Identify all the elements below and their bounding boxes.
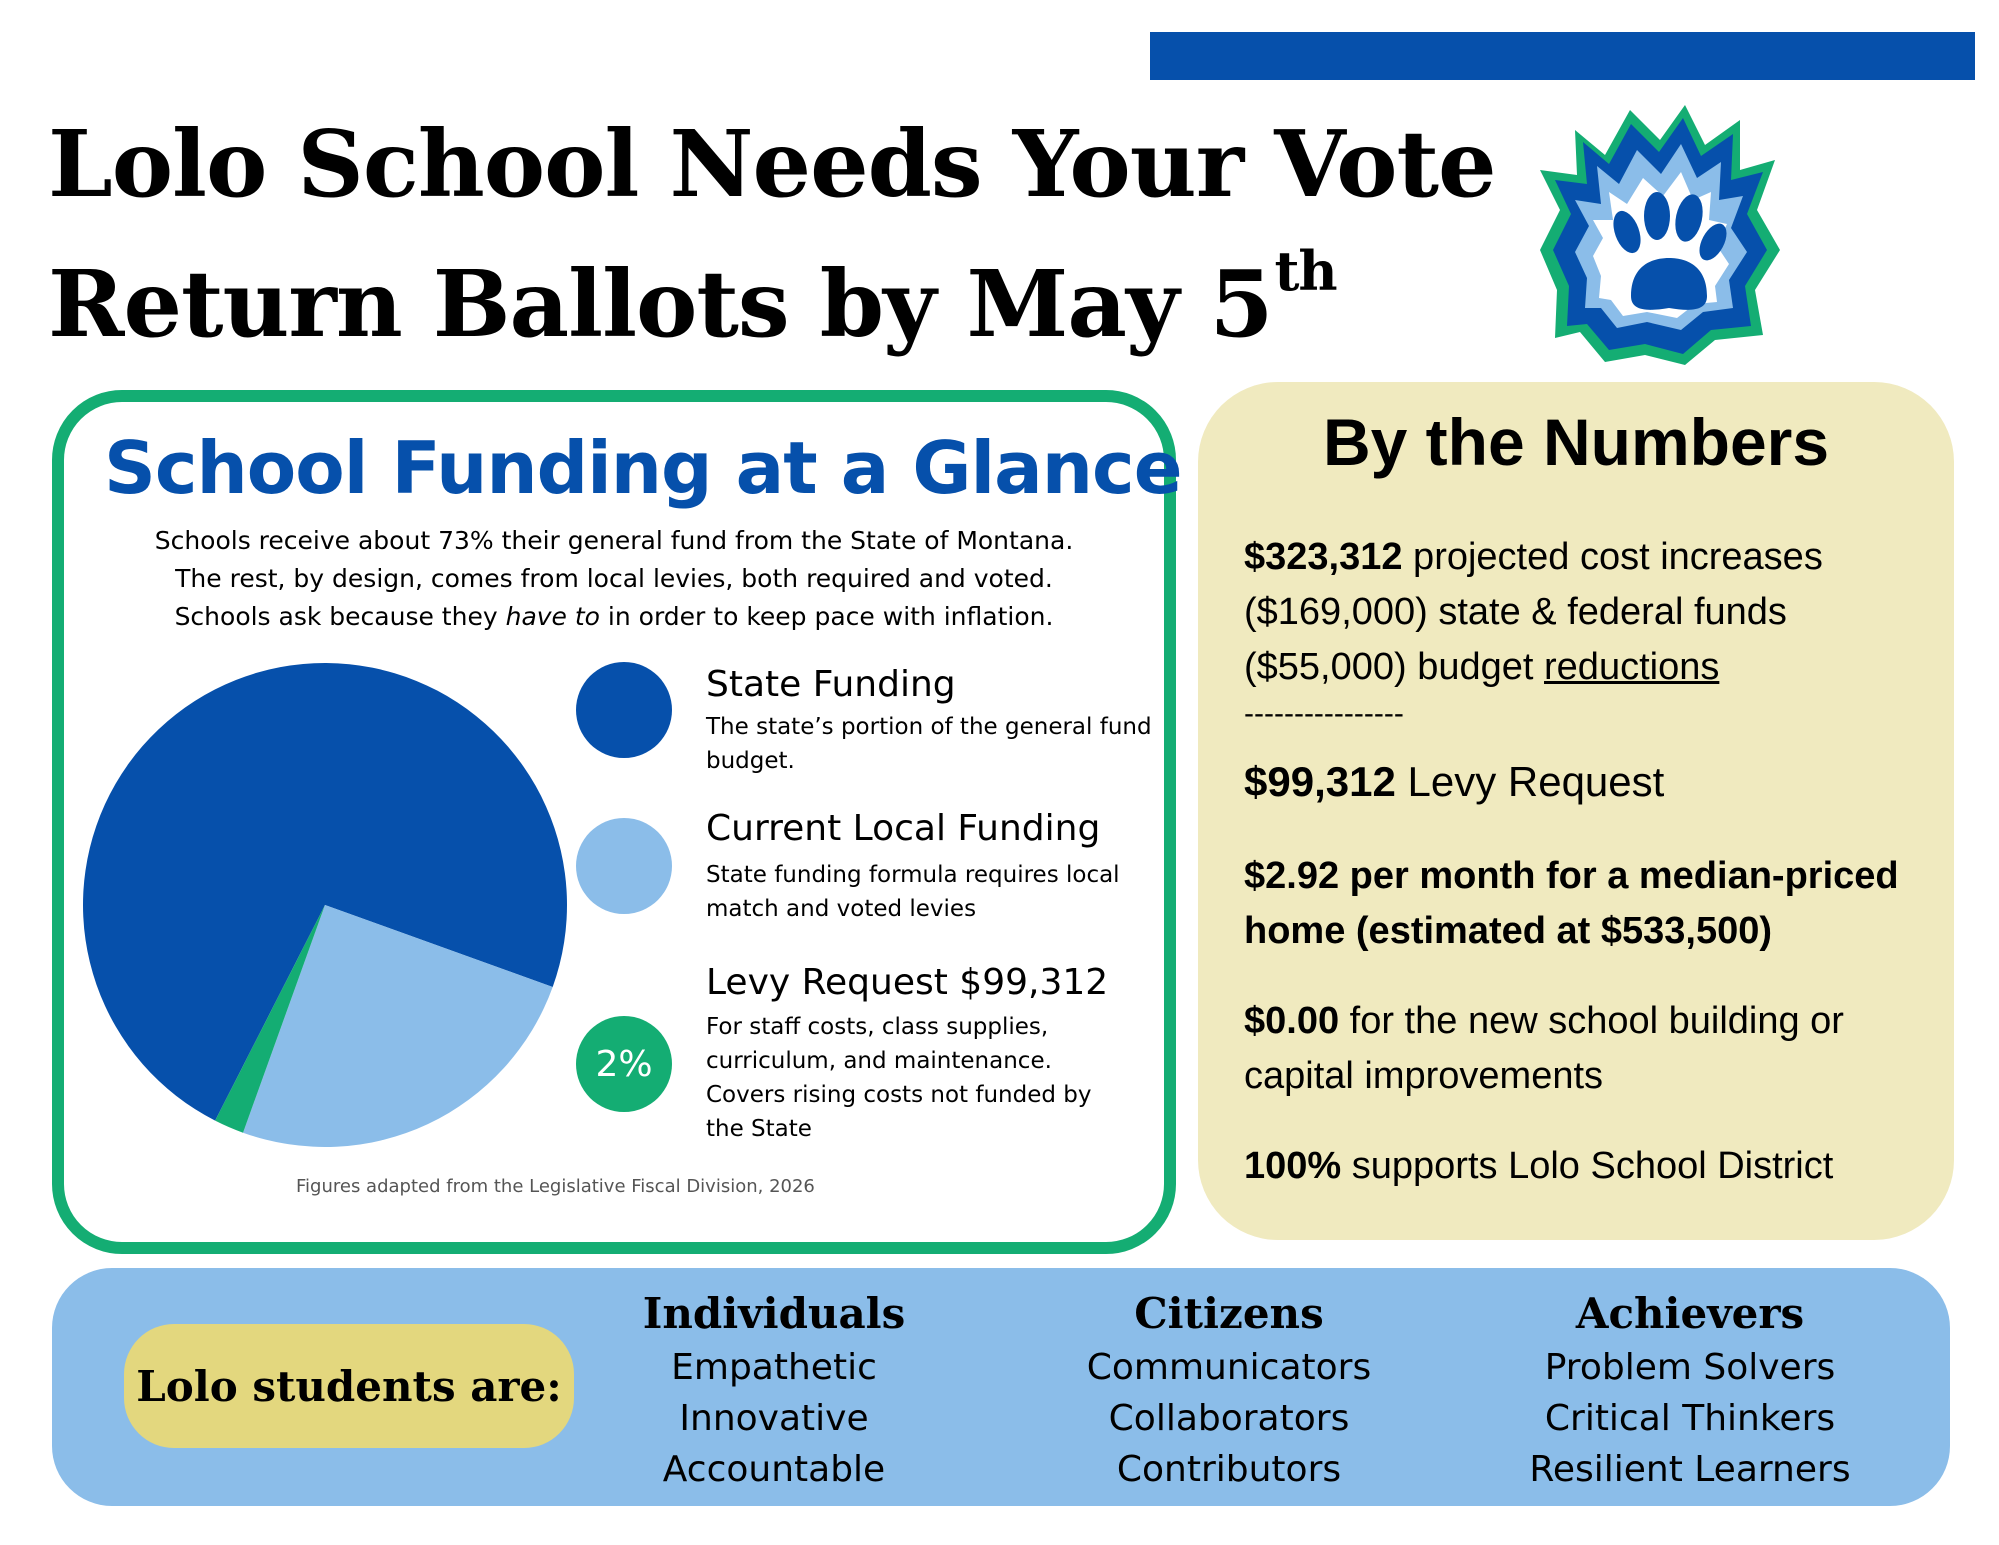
top-accent-bar bbox=[1150, 32, 1975, 80]
funding-title: School Funding at a Glance bbox=[104, 426, 1182, 510]
levy-request-amount: $99,312 bbox=[1244, 758, 1396, 805]
numbers-divider: ---------------- bbox=[1244, 697, 1404, 730]
numbers-levy-request bbox=[1244, 754, 1664, 809]
column-heading: Citizens bbox=[1134, 1289, 1324, 1338]
budget-reductions-text: ($55,000) budget bbox=[1244, 646, 1545, 688]
new-building-text: for the new school building or bbox=[1339, 1000, 1844, 1042]
headline-return-text: Return Ballots by May 5 bbox=[48, 250, 1273, 358]
column-heading: Achievers bbox=[1575, 1289, 1805, 1338]
list-item: Contributors bbox=[1116, 1449, 1342, 1490]
list-item: Communicators bbox=[1086, 1347, 1372, 1388]
supports-percent: 100% bbox=[1244, 1145, 1342, 1187]
numbers-supports-district bbox=[1244, 1139, 1833, 1194]
funding-intro bbox=[84, 522, 1144, 636]
list-item: Collaborators bbox=[1108, 1398, 1350, 1439]
numbers-cost-increases bbox=[1244, 530, 1823, 585]
budget-reductions-underlined: reductions bbox=[1544, 646, 1720, 688]
intro-line-3-before: Schools ask because they bbox=[174, 602, 506, 631]
legend-desc-local: State funding formula requires local match and voted levies bbox=[706, 862, 1120, 922]
cost-increase-text: projected cost increases bbox=[1402, 536, 1823, 578]
legend-title-levy: Levy Request $99,312 bbox=[706, 962, 1109, 1003]
legend-dot-state bbox=[576, 662, 672, 758]
numbers-median-home: home (estimated at $533,500) bbox=[1244, 910, 1773, 952]
numbers-capital-improvements: capital improvements bbox=[1244, 1055, 1604, 1097]
numbers-title: By the Numbers bbox=[1322, 405, 1830, 479]
list-item: Accountable bbox=[662, 1449, 886, 1490]
legend-dot-levy: 2% bbox=[576, 1016, 672, 1112]
legend-title-local: Current Local Funding bbox=[706, 808, 1101, 849]
intro-line-3 bbox=[84, 598, 1144, 636]
headline-vote: Lolo School Needs Your Vote bbox=[48, 110, 1496, 218]
legend-title-state: State Funding bbox=[706, 664, 956, 705]
funding-source: Figures adapted from the Legislative Fiscal Division, 2026 bbox=[296, 1176, 815, 1197]
legend-dot-local bbox=[576, 818, 672, 914]
students-band bbox=[52, 1268, 1950, 1506]
paw-print-icon bbox=[1535, 100, 1785, 370]
column-achievers bbox=[1460, 1286, 1920, 1495]
new-building-amount: $0.00 bbox=[1244, 1000, 1340, 1042]
intro-line-3-emphasis: have to bbox=[505, 602, 600, 631]
column-individuals bbox=[544, 1286, 1004, 1495]
numbers-state-federal: ($169,000) state & federal funds bbox=[1244, 591, 1787, 633]
students-label: Lolo students are: bbox=[124, 1324, 574, 1448]
levy-request-text: Levy Request bbox=[1395, 758, 1665, 805]
legend-desc-state: The state’s portion of the general fund budget. bbox=[706, 714, 1152, 774]
list-item: Problem Solvers bbox=[1544, 1347, 1836, 1388]
numbers-new-building bbox=[1244, 994, 1844, 1049]
intro-line-3-after: in order to keep pace with inflation. bbox=[599, 602, 1054, 631]
column-heading: Individuals bbox=[642, 1289, 906, 1338]
list-item: Critical Thinkers bbox=[1544, 1398, 1836, 1439]
list-item: Empathetic bbox=[671, 1347, 877, 1388]
numbers-panel bbox=[1198, 382, 1954, 1240]
funding-pie-chart bbox=[80, 660, 570, 1150]
supports-text: supports Lolo School District bbox=[1341, 1145, 1834, 1187]
headline-return-ballots bbox=[48, 239, 1337, 358]
list-item: Resilient Learners bbox=[1529, 1449, 1851, 1490]
intro-line-2: The rest, by design, comes from local levies, both required and voted. bbox=[175, 564, 1053, 593]
numbers-per-month: $2.92 per month for a median-priced bbox=[1244, 855, 1899, 897]
funding-panel bbox=[52, 390, 1182, 1254]
cost-increase-amount: $323,312 bbox=[1244, 536, 1403, 578]
headline-ordinal-suffix: th bbox=[1274, 239, 1337, 303]
legend-desc-levy: For staff costs, class supplies, curriculum, and maintenance. Covers rising costs not funded by the State bbox=[706, 1014, 1092, 1142]
column-citizens bbox=[999, 1286, 1459, 1495]
intro-line-1: Schools receive about 73% their general fund from the State of Montana. bbox=[154, 526, 1074, 555]
list-item: Innovative bbox=[679, 1398, 869, 1439]
